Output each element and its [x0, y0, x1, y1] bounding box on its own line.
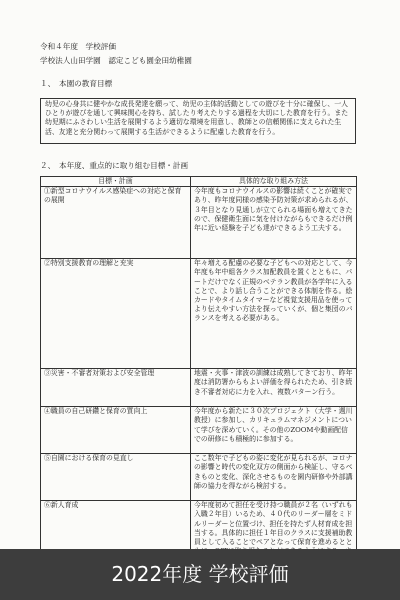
method-cell: 年々増える配慮の必要な子どもへの対応として、今年度も年中組各クラス加配教員を置くとともに、パートだけでなく正規のベテラン教員が各学年に入ることで、より話し合うことができる体制を作る。絵カードやタイムタイマーなど視覚支援用品を使ってより伝えやすい方法を探っていくが、個と集団のバランスを考える必要がある。: [191, 259, 357, 369]
method-cell: 地震・火事・津波の訓練は成熟してきており、昨年度は消防署からもよい評価を得られたため、引き続き不審者対応に力を入れ、複数パターン行う。: [191, 369, 357, 407]
goal-cell: ⑥新人育成: [41, 501, 191, 549]
education-goal-box: [40, 98, 356, 144]
column-header-goal: 目標・計画: [41, 177, 191, 187]
education-goal-text: 幼児の心身共に健やかな成長発達を願って、幼児の主体的活動としての遊びを十分に確保し、一人ひとりが遊びを通して興味関心を持ち、試したり考えたりする過程を大切にした教育を行う。また幼児期にふさわしい生活を展開するよう適切な環境を用意し、教師との信頼関係に支えられた生活、友達と充分関わって展開する生活ができるように配慮した教育を行う。: [45, 100, 349, 136]
column-header-method: 具体的な取り組み方法: [191, 177, 357, 187]
method-cell: 今年度もコロナウイルスの影響は続くことが確実であり、昨年度同様の感染予防対策が求められるが、３年目となり見通しが立てられる場面も増えてきたので、保健衛生面に気を付けながらもできるだけ例年に近い経験を子ども達ができるよう工夫する。: [191, 187, 357, 259]
table-row: [41, 501, 357, 549]
school-name: 学校法人山田学園 認定こども園金田幼稚園: [40, 56, 192, 65]
caption-banner: 2022年度 学校評価: [0, 549, 400, 600]
table-row: [41, 369, 357, 407]
goal-cell: ③災害・不審者対策および安全管理: [41, 369, 191, 407]
goal-cell: ④職員の自己研鑽と保育の質向上: [41, 407, 191, 454]
method-cell: ここ数年で子どもの姿に変化が見られるが、コロナの影響と時代の変化双方の側面から検証し、守るべきものと変化、深化させるものを園内研修や外部講師の協力を得ながら検討する。: [191, 454, 357, 501]
document-title: 令和４年度 学校評価: [40, 42, 116, 51]
goal-cell: ①新型コロナウイルス感染症への対応と保育の展開: [41, 187, 191, 259]
table-row: [41, 407, 357, 454]
goals-table: [40, 176, 357, 549]
table-row: [41, 259, 357, 369]
table-header-row: [41, 177, 357, 187]
method-cell: 今年度初めて担任を受け持つ職員が２名（いずれも入職２年目）いるため、４０代のリーダー層をミドルリーダーと位置づけ、担任を持たず人材育成を担当する。具体的に担任１年目のクラスに支援補助教員として入ることでペアとなって保育を進めるとと: [191, 501, 357, 549]
section-2-heading: ２、 本年度、重点的に取り組む目標・計画: [40, 161, 189, 170]
goal-cell: ②特別支援教育の理解と充実: [41, 259, 191, 369]
method-cell: 今年度から新たに３０次プロジェクト（大学・週川教授）に参加し、カリキュラムマネジメントについて学びを深めていく。その他のZOOMや動画配信での研修にも積極的に参加する。: [191, 407, 357, 454]
section-1-heading: １、 本園の教育目標: [40, 79, 113, 88]
table-row: [41, 454, 357, 501]
table-row: [41, 187, 357, 259]
goal-cell: ⑤自園における保育の見直し: [41, 454, 191, 501]
